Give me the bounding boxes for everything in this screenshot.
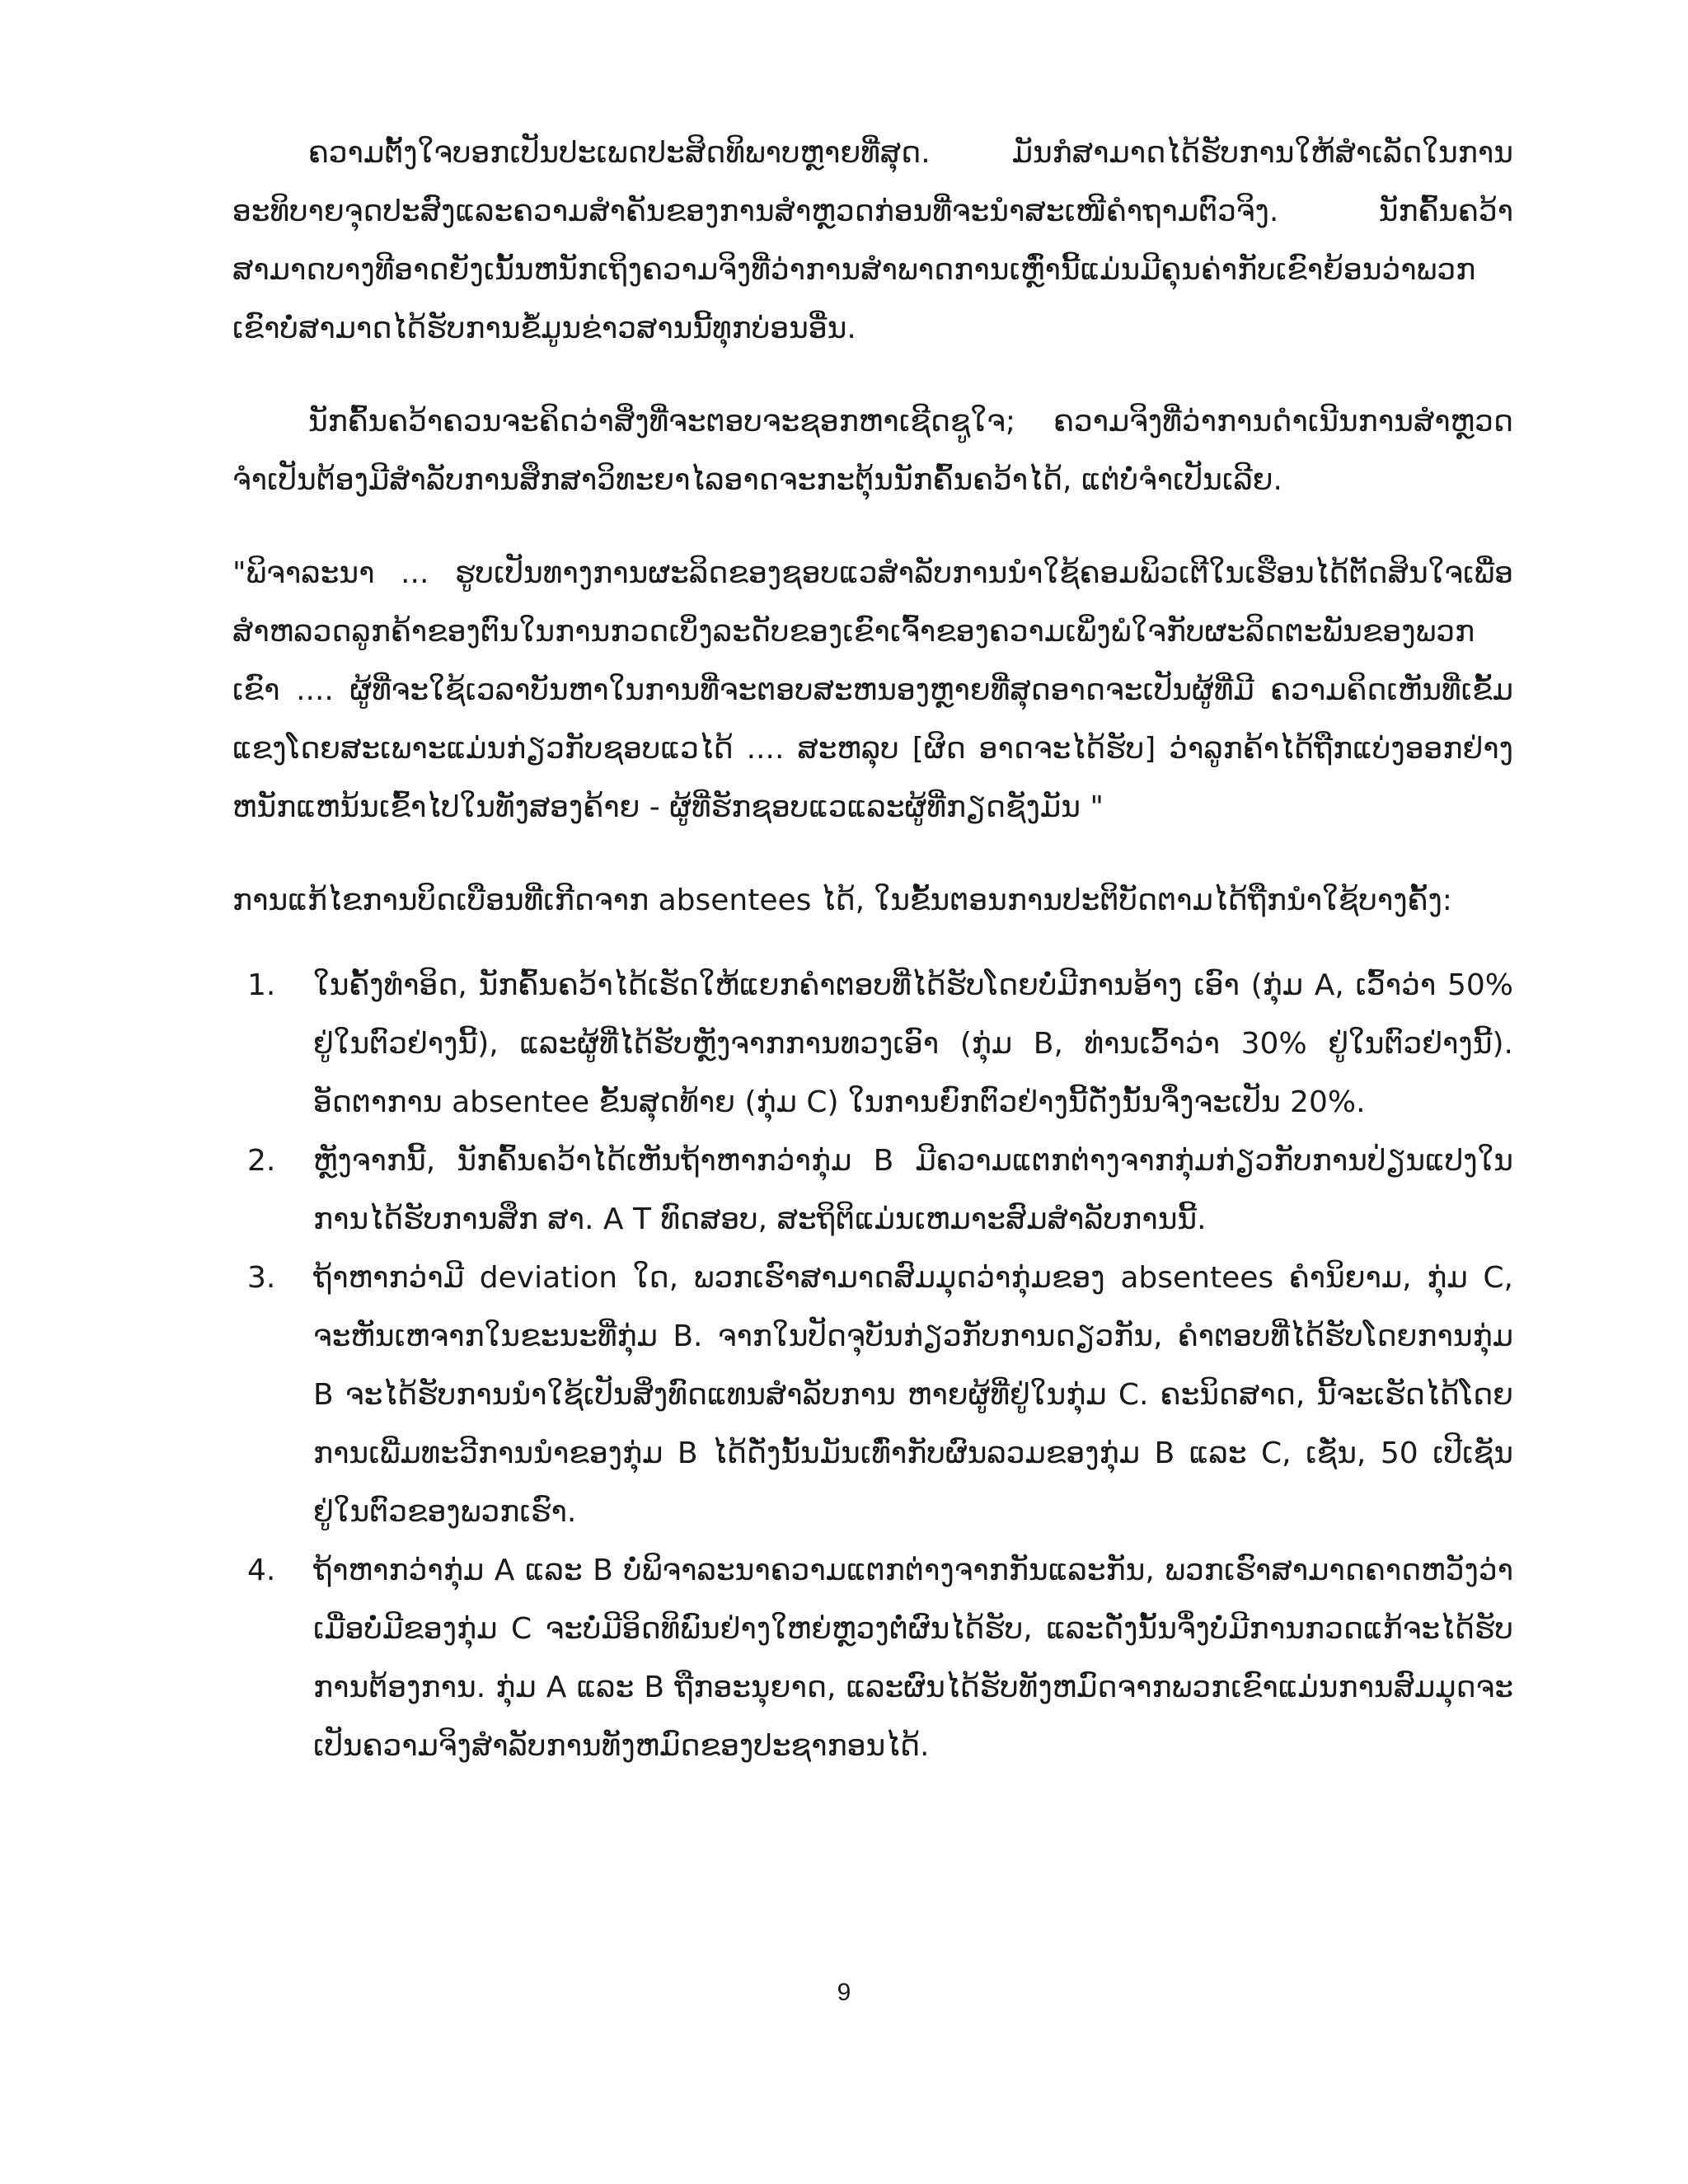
list-item <box>247 1132 1513 1249</box>
list-item-number: 3. <box>247 1261 276 1295</box>
paragraph-motivation: ນັກຄົ້ນຄວ້າຄວນຈະຄິດວ່າສິ່ງທີ່ຈະຕອບຈະຊອກຫາເຊີດຊູໃຈ; ຄວາມຈິງທີ່ວ່າການດຳເນີນການສຳຫຼວດຈຳເປັນຕ້ອງມີສຳລັບການສຶກສາວິທະຍາໄລອາດຈະກະຕຸ້ນນັກຄົ້ນຄວ້າໄດ້, ແຕ່ບໍ່ຈຳເປັນເລີຍ. <box>232 405 1513 497</box>
list-item-text: ໃນຄັ້ງທຳອິດ, ນັກຄົ້ນຄວ້າໄດ້ເຮັດໃຫ້ແຍກຄຳຕອບທີ່ໄດ້ຮັບໂດຍບໍ່ມີການອ້າງ ເອົາ (ກຸ່ມ A, ເວົ້າວ່າ 50% ຢູ່ໃນຕົວຢ່າງນີ້), ແລະຜູ້ທີ່ໄດ້ຮັບຫຼັງຈາກການທວງເອົາ (ກຸ່ມ B, ທ່ານເວົ້າວ່າ 30% ຢູ່ໃນຕົວຢ່າງນີ້). ອັດຕາການ absentee ຂັ້ນສຸດທ້າຍ (ກຸ່ມ C) ໃນການຍົກຕົວຢ່າງນີ້ດັ່ງນັ້ນຈຶ່ງຈະເປັນ 20%. <box>313 968 1513 1119</box>
list-item <box>247 1249 1513 1541</box>
list-item-number: 4. <box>247 1554 276 1587</box>
paragraph-intent: ຄວາມຕັ້ງໃຈບອກເປັນປະເພດປະສິດທິພາບຫຼາຍທີ່ສຸດ. ມັນກໍສາມາດໄດ້ຮັບການໃຫ້ສຳເລັດໃນການອະທິບາຍຈຸດປະສົງແລະຄວາມສຳຄັນຂອງການສຳຫຼວດກ່ອນທີ່ຈະນຳສະເໜີຄຳຖາມຕົວຈິງ. ນັກຄົ້ນຄວ້າສາມາດບາງທີອາດຍັງເນັ້ນຫນັກເຖິງຄວາມຈິງທີ່ວ່າການສຳພາດການເຫຼົ່ານີ້ແມ່ນມີຄຸນຄ່າກັບເຂົາຍ້ອນວ່າພວກເຂົາບໍ່ສາມາດໄດ້ຮັບການຂໍ້ມູນຂ່າວສານນີ້ທຸກບ່ອນອື່ນ. <box>232 136 1513 345</box>
list-item-text: ຖ້າຫາກວ່າກຸ່ມ A ແລະ B ບໍ່ພິຈາລະນາຄວາມແຕກຕ່າງຈາກກັນແລະກັນ, ພວກເຮົາສາມາດຄາດຫວັງວ່າເມື່ອບໍ່ມີຂອງກຸ່ມ C ຈະບໍ່ມີອິດທິພົນຢ່າງໃຫຍ່ຫຼວງຕໍ່ຜົນໄດ້ຮັບ, ແລະດັ່ງນັ້ນຈຶ່ງບໍ່ມີການກວດແກ້ຈະໄດ້ຮັບການຕ້ອງການ. ກຸ່ມ A ແລະ B ຖືກອະນຸຍາດ, ແລະຜົນໄດ້ຮັບທັງຫມົດຈາກພວກເຂົາແມ່ນການສົມມຸດຈະເປັນຄວາມຈິງສຳລັບການທັງຫມົດຂອງປະຊາກອນໄດ້. <box>313 1554 1513 1763</box>
list-item-text: ຖ້າຫາກວ່າມີ deviation ໃດ, ພວກເຮົາສາມາດສົມມຸດວ່າກຸ່ມຂອງ absentees ຄຳນິຍາມ, ກຸ່ມ C, ຈະຫັນເຫຈາກໃນຂະນະທີ່ກຸ່ມ B. ຈາກໃນປັດຈຸບັນກ່ຽວກັບການດຽວກັນ, ຄຳຕອບທີ່ໄດ້ຮັບໂດຍການກຸ່ມ B ຈະໄດ້ຮັບການນຳໃຊ້ເປັນສິ່ງທົດແທນສຳລັບການ ຫາຍຜູ້ທີ່ຢູ່ໃນກຸ່ມ C. ຄະນິດສາດ, ນີ້ຈະເຮັດໄດ້ໂດຍການເພີ່ມທະວີການນຳຂອງກຸ່ມ B ໄດ້ດັ່ງນັ້ນມັນເທົ່າກັບຜົນລວມຂອງກຸ່ມ B ແລະ C, ເຊັ່ນ, 50 ເປີເຊັນຢູ່ໃນຕົວຂອງພວກເຮົາ. <box>313 1261 1513 1529</box>
list-item <box>247 1541 1513 1775</box>
paragraph-quote: "ພິຈາລະນາ ... ຮູບເປັນທາງການຜະລິດຂອງຊອບແວສຳລັບການນຳໃຊ້ຄອມພິວເຕີໃນເຮືອນໄດ້ຕັດສິນໃຈເພື່ອສຳຫລວດລູກຄ້າຂອງຕົນໃນການກວດເບິ່ງລະດັບຂອງເຂົາເຈົ້າຂອງຄວາມເພິ່ງພໍໃຈກັບຜະລິດຕະພັນຂອງພວກເຂົາ .... ຜູ້ທີ່ຈະໃຊ້ເວລາບັນຫາໃນການທີ່ຈະຕອບສະຫນອງຫຼາຍທີ່ສຸດອາດຈະເປັນຜູ້ທີ່ມີ ຄວາມຄິດເຫັນທີ່ເຂັ້ມແຂງໂດຍສະເພາະແມ່ນກ່ຽວກັບຊອບແວໄດ້ .... ສະຫລຸບ [ຜິດ ອາດຈະໄດ້ຮັບ] ວ່າລູກຄ້າໄດ້ຖືກແບ່ງອອກຢ່າງຫນັກແຫນ້ນເຂົ້າໄປໃນທັງສອງຄ້າຍ - ຜູ້ທີ່ຮັກຊອບແວແລະຜູ້ທີ່ກຽດຊັງມັນ " <box>232 556 1513 824</box>
correction-steps-list <box>232 956 1513 1775</box>
list-item-number: 2. <box>247 1144 276 1178</box>
document-page <box>232 124 1513 1775</box>
page-number: 9 <box>837 1979 851 2006</box>
paragraph-correction-intro: ການແກ້ໄຂການບິດເບືອນທີ່ເກີດຈາກ absentees ໄດ້, ໃນຂັ້ນຕອນການປະຕິບັດຕາມໄດ້ຖືກນຳໃຊ້ບາງຄັ້ງ: <box>232 883 1452 917</box>
list-item-text: ຫຼັງຈາກນີ້, ນັກຄົ້ນຄວ້າໄດ້ເຫັນຖ້າຫາກວ່າກຸ່ມ B ມີຄວາມແຕກຕ່າງຈາກກຸ່ມກ່ຽວກັບການປ່ຽນແປງໃນການໄດ້ຮັບການສຶກ ສາ. A T ທົດສອບ, ສະຖິຕິແມ່ນເຫມາະສົມສຳລັບການນີ້. <box>313 1144 1513 1236</box>
list-item-number: 1. <box>247 968 276 1002</box>
list-item <box>247 956 1513 1132</box>
